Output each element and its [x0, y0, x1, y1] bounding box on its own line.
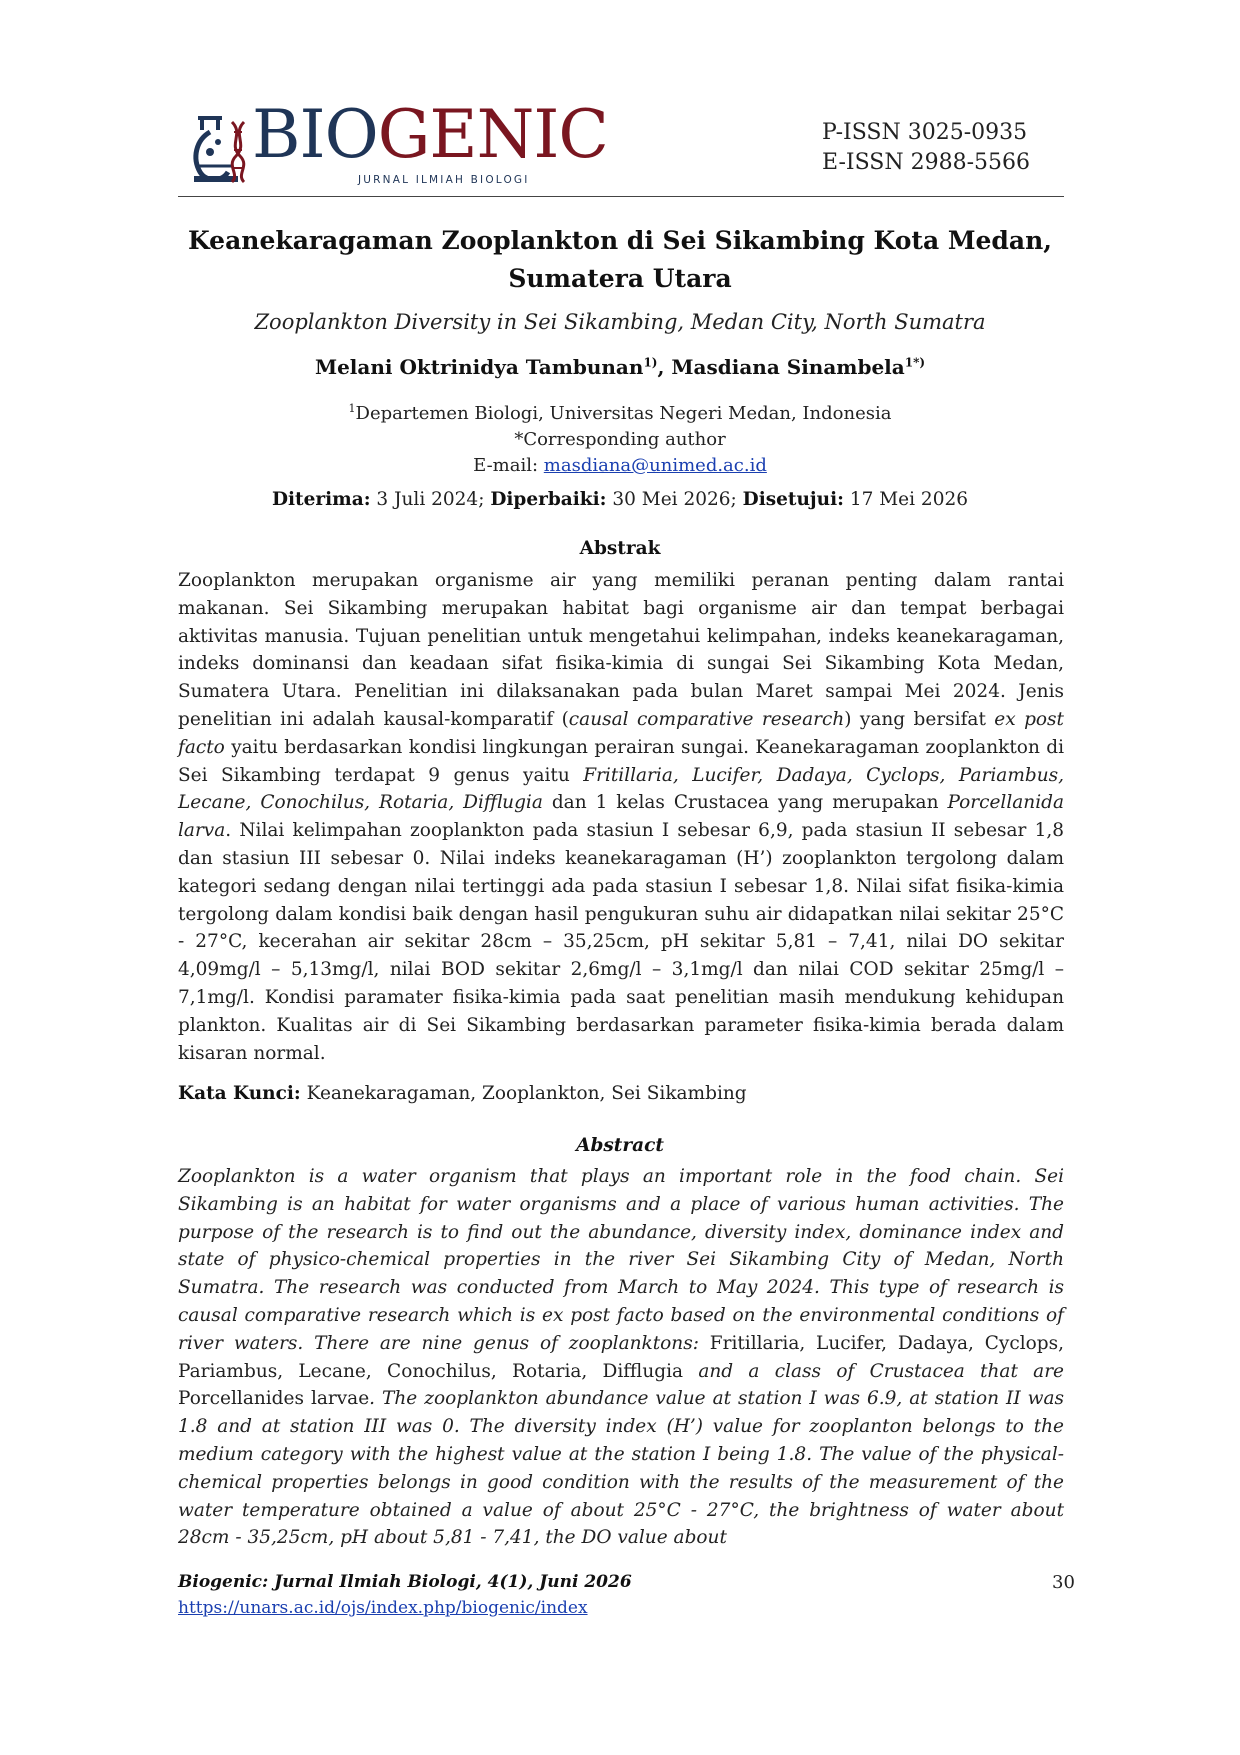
article-title: Keanekaragaman Zooplankton di Sei Sikambing Kota Medan, Sumatera Utara: [188, 226, 1052, 293]
footer-journal-citation: Biogenic: Jurnal Ilmiah Biologi, 4(1), Juni 2026: [178, 1572, 632, 1592]
email-line: E-mail: masdiana@unimed.ac.id: [473, 455, 767, 476]
author-line: [150, 355, 1090, 379]
article-dates: [150, 489, 1090, 510]
keywords-list: Keanekaragaman, Zooplankton, Sei Sikambing: [300, 1083, 747, 1104]
email-link[interactable]: masdiana@unimed.ac.id: [543, 455, 767, 476]
affiliation: $^1$Departemen Biologi, Universitas Negeri Medan, Indonesia: [348, 402, 892, 424]
journal-logo: [188, 96, 608, 190]
footer-journal-url[interactable]: https://unars.ac.id/ojs/index.php/biogenic/index: [178, 1598, 588, 1618]
article-subtitle: Zooplankton Diversity in Sei Sikambing, Medan City, North Sumatra: [254, 310, 986, 334]
received-date: 3 Juli 2024;: [370, 489, 491, 510]
accepted-label: Disetujui:: [742, 489, 844, 510]
corresponding-author: *Corresponding author: [514, 429, 726, 450]
author-1: Melani Oktrinidya Tambunan: [314, 355, 644, 379]
affiliation-sup: 1: [348, 402, 356, 415]
affiliation-block: [150, 396, 1090, 479]
revised-label: Diperbaiki:: [490, 489, 607, 510]
accepted-date: 17 Mei 2026: [843, 489, 969, 510]
abstract-heading: Abstract: [576, 1135, 664, 1156]
abstrak-heading: Abstrak: [579, 538, 661, 559]
author-1-sup: 1): [643, 355, 658, 370]
logo-subtitle: JURNAL ILMIAH BIOLOGI: [358, 174, 530, 186]
e-issn: E-ISSN 2988-5566: [822, 150, 1031, 175]
abstrak-text: Zooplankton merupakan organisme air yang memiliki peranan penting dalam rantai makanan. Sei Sikambing merupakan habitat bagi organisme air dan tempat berbagai aktivitas manusia. Tujuan penelitian untuk mengetahui kelimpahan, indeks keanekaragaman, indeks dominansi dan keadaan sifat fisika-kimia di sungai Sei Sikambing Kota Medan, Sumatera Utara. Penelitian ini dilaksanakan pada bulan Maret sampai Mei 2024. Jenis penelitian ini adalah kausal-komparatif (causal comparative research) yang bersifat ex post facto yaitu berdasarkan kondisi lingkungan perairan sungai. Keanekaragaman zooplankton di Sei Sikambing terdapat 9 genus yaitu Fritillaria, Lucifer, Dadaya, Cyclops, Pariambus, Lecane, Conochilus, Rotaria, Difflugia dan 1 kelas Crustacea yang merupakan Porcellanida larva. Nilai kelimpahan zooplankton pada stasiun I sebesar 6,9, pada stasiun II sebesar 1,8 dan stasiun III sebesar 0. Nilai indeks keanekaragaman (H’) zooplankton tergolong dalam kategori sedang dengan nilai tertinggi ada pada stasiun I sebesar 1,8. Nilai sifat fisika-kimia tergolong dalam kondisi baik dengan hasil pengukuran suhu air didapatkan nilai sekitar 25°C - 27°C, kecerahan air sekitar 28cm – 35,25cm, pH sekitar 5,81 – 7,41, nilai DO sekitar 4,09mg/l – 5,13mg/l, nilai BOD sekitar 2,6mg/l – 3,1mg/l dan nilai COD sekitar 25mg/l – 7,1mg/l. Kondisi paramater fisika-kimia pada saat penelitian masih mendukung kehidupan plankton. Kualitas air di Sei Sikambing berdasarkan parameter fisika-kimia berada dalam kisaran normal.: [178, 570, 1064, 1064]
author-2: Masdiana Sinambela: [671, 355, 905, 379]
logo-wordmark: BIOGENIC: [252, 96, 608, 173]
author-2-sup: 1*): [904, 355, 926, 370]
author-separator: ,: [657, 355, 672, 379]
p-issn: P-ISSN 3025-0935: [822, 120, 1028, 145]
received-label: Diterima:: [271, 489, 371, 510]
keywords: [178, 1083, 1064, 1104]
abstract-text: Zooplankton is a water organism that plays an important role in the food chain. Sei Sikambing is an habitat for water organisms and a place of various human activities. The purpose of the research is to find out the abundance, diversity index, dominance index and state of physico-chemical properties in the river Sei Sikambing City of Medan, North Sumatra. The research was conducted from March to May 2024. This type of research is causal comparative research which is ex post facto based on the environmental conditions of river waters. There are nine genus of zooplanktons: Fritillaria, Lucifer, Dadaya, Cyclops, Pariambus, Lecane, Conochilus, Rotaria, Difflugia and a class of Crustacea that are Porcellanides larvae. The zooplankton abundance value at station I was 6.9, at station II was 1.8 and at station III was 0. The diversity index (H’) value for zooplanton belongs to the medium category with the highest value at the station I being 1.8. The value of the physical-chemical properties belongs in good condition with the results of the measurement of the water temperature obtained a value of about 25°C - 27°C, the brightness of water about 28cm - 35,25cm, pH about 5,81 - 7,41, the DO value about: [178, 1166, 1064, 1549]
issn-block: [822, 118, 1030, 178]
page-number: 30: [1052, 1572, 1075, 1593]
keywords-label: Kata Kunci:: [178, 1083, 301, 1104]
flask-dna-icon: [188, 112, 258, 186]
revised-date: 30 Mei 2026;: [606, 489, 743, 510]
header-divider: [178, 196, 1064, 197]
